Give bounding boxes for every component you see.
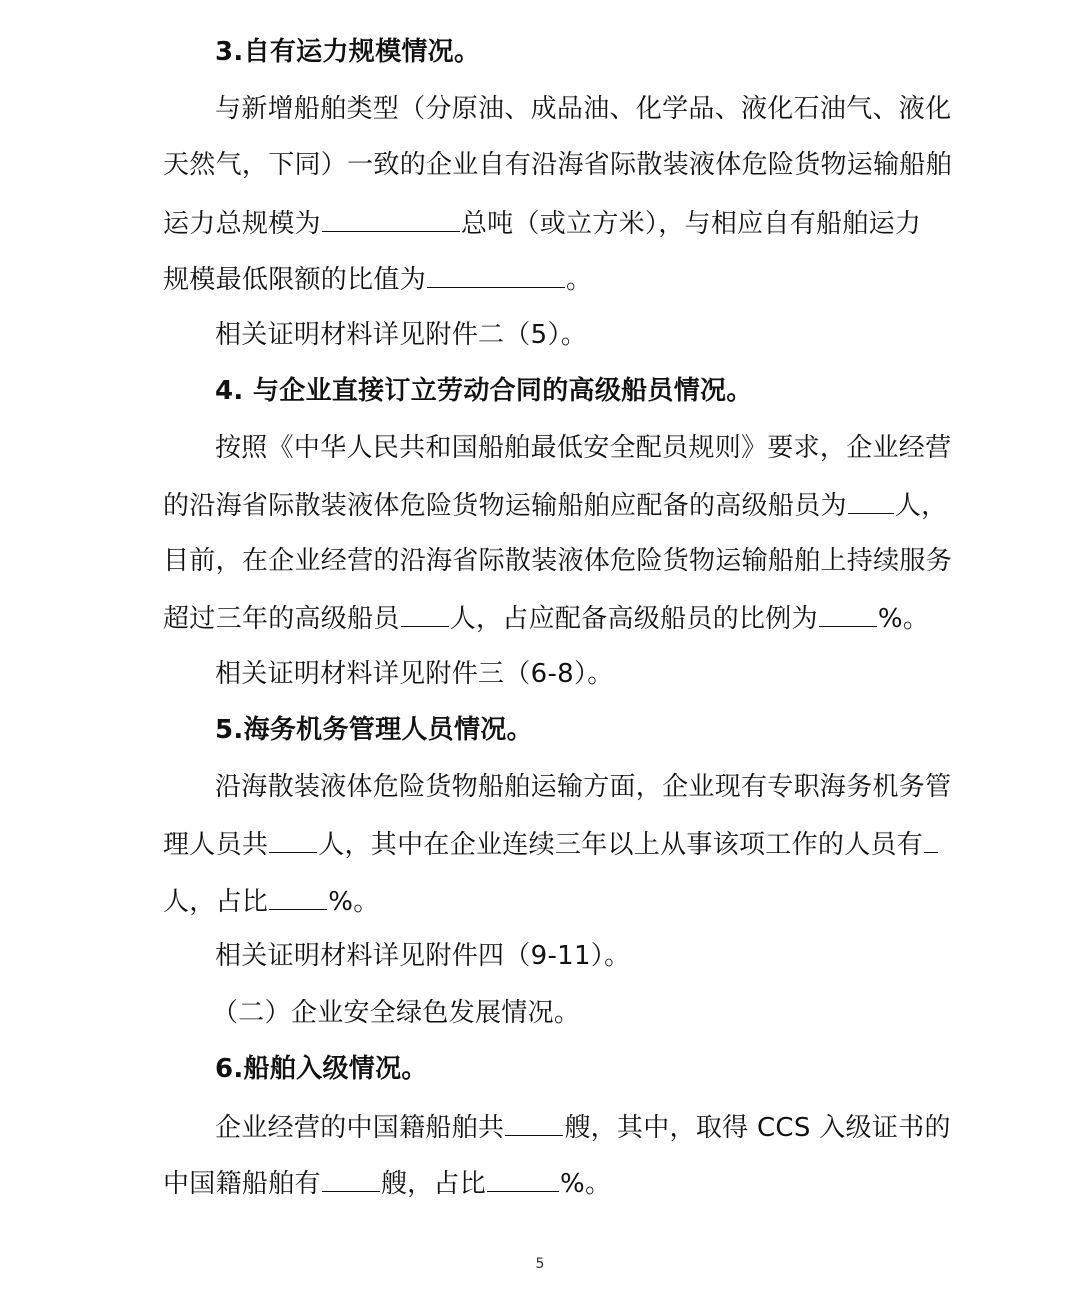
fill-in-blank [269, 883, 327, 910]
fill-in-blank [322, 205, 460, 232]
page-number: 5 [535, 1256, 545, 1272]
text-segment: %。 [560, 1169, 612, 1199]
text-segment: 人， [894, 491, 948, 521]
attachment-note: 相关证明材料详见附件三（6-8）。 [215, 659, 614, 689]
paragraph-line [163, 205, 923, 241]
paragraph-line [163, 883, 923, 919]
fill-in-blank [269, 826, 317, 853]
section-5-heading: 5.海务机务管理人员情况。 [215, 715, 533, 745]
text-segment: 。 [566, 265, 593, 295]
text-segment: 理人员共 [163, 830, 269, 860]
text-segment: 艘，占比 [380, 1169, 487, 1199]
section-3-heading: 3.自有运力规模情况。 [215, 37, 481, 67]
text-segment: 运力总规模为 [163, 209, 321, 239]
text-segment: %。 [328, 887, 380, 917]
fill-in-blank [427, 261, 565, 288]
paragraph-line: 沿海散装液体危险货物船舶运输方面，企业现有专职海务机务管 [215, 772, 952, 802]
text-segment: %。 [877, 604, 930, 634]
paragraph-line [163, 261, 923, 297]
fill-in-blank [487, 1165, 559, 1192]
fill-in-blank [322, 1165, 380, 1192]
text-segment: 中国籍船舶有 [163, 1169, 321, 1199]
text-segment: 总吨（或立方米），与相应自有船舶运力 [460, 209, 922, 239]
paragraph-line: 与新增船舶类型（分原油、成品油、化学品、液化石油气、液化 [215, 94, 952, 124]
text-segment: 人，占应配备高级船员的比例为 [449, 604, 818, 634]
attachment-note: 相关证明材料详见附件二（5）。 [215, 320, 588, 350]
paragraph-line [163, 826, 923, 862]
fill-in-blank [505, 1109, 563, 1136]
text-segment: 企业经营的中国籍船舶共 [215, 1113, 505, 1143]
fill-in-blank [924, 826, 938, 853]
fill-in-blank [848, 487, 894, 514]
paragraph-line [163, 1165, 923, 1201]
paragraph-line [163, 600, 930, 636]
fill-in-blank [819, 600, 877, 627]
attachment-note: 相关证明材料详见附件四（9-11）。 [215, 941, 631, 971]
paragraph-line: 按照《中华人民共和国船舶最低安全配员规则》要求，企业经营 [215, 433, 952, 463]
paragraph-line: 天然气，下同）一致的企业自有沿海省际散装液体危险货物运输船舶 [163, 150, 953, 180]
text-segment: 超过三年的高级船员 [163, 604, 400, 634]
text-segment: 人，其中在企业连续三年以上从事该项工作的人员有 [318, 830, 924, 860]
fill-in-blank [401, 600, 449, 627]
paragraph-line [215, 1109, 975, 1145]
text-segment: 规模最低限额的比值为 [163, 265, 427, 295]
subsection-heading: （二）企业安全绿色发展情况。 [212, 998, 581, 1028]
paragraph-line [163, 487, 948, 523]
text-segment: 人，占比 [163, 887, 269, 917]
section-4-heading: 4. 与企业直接订立劳动合同的高级船员情况。 [215, 376, 753, 406]
paragraph-line: 目前，在企业经营的沿海省际散装液体危险货物运输船舶上持续服务 [163, 546, 953, 576]
section-6-heading: 6.船舶入级情况。 [215, 1054, 428, 1084]
text-segment: 艘，其中，取得 CCS 入级证书的 [564, 1113, 951, 1143]
text-segment: 的沿海省际散装液体危险货物运输船舶应配备的高级船员为 [163, 491, 847, 521]
